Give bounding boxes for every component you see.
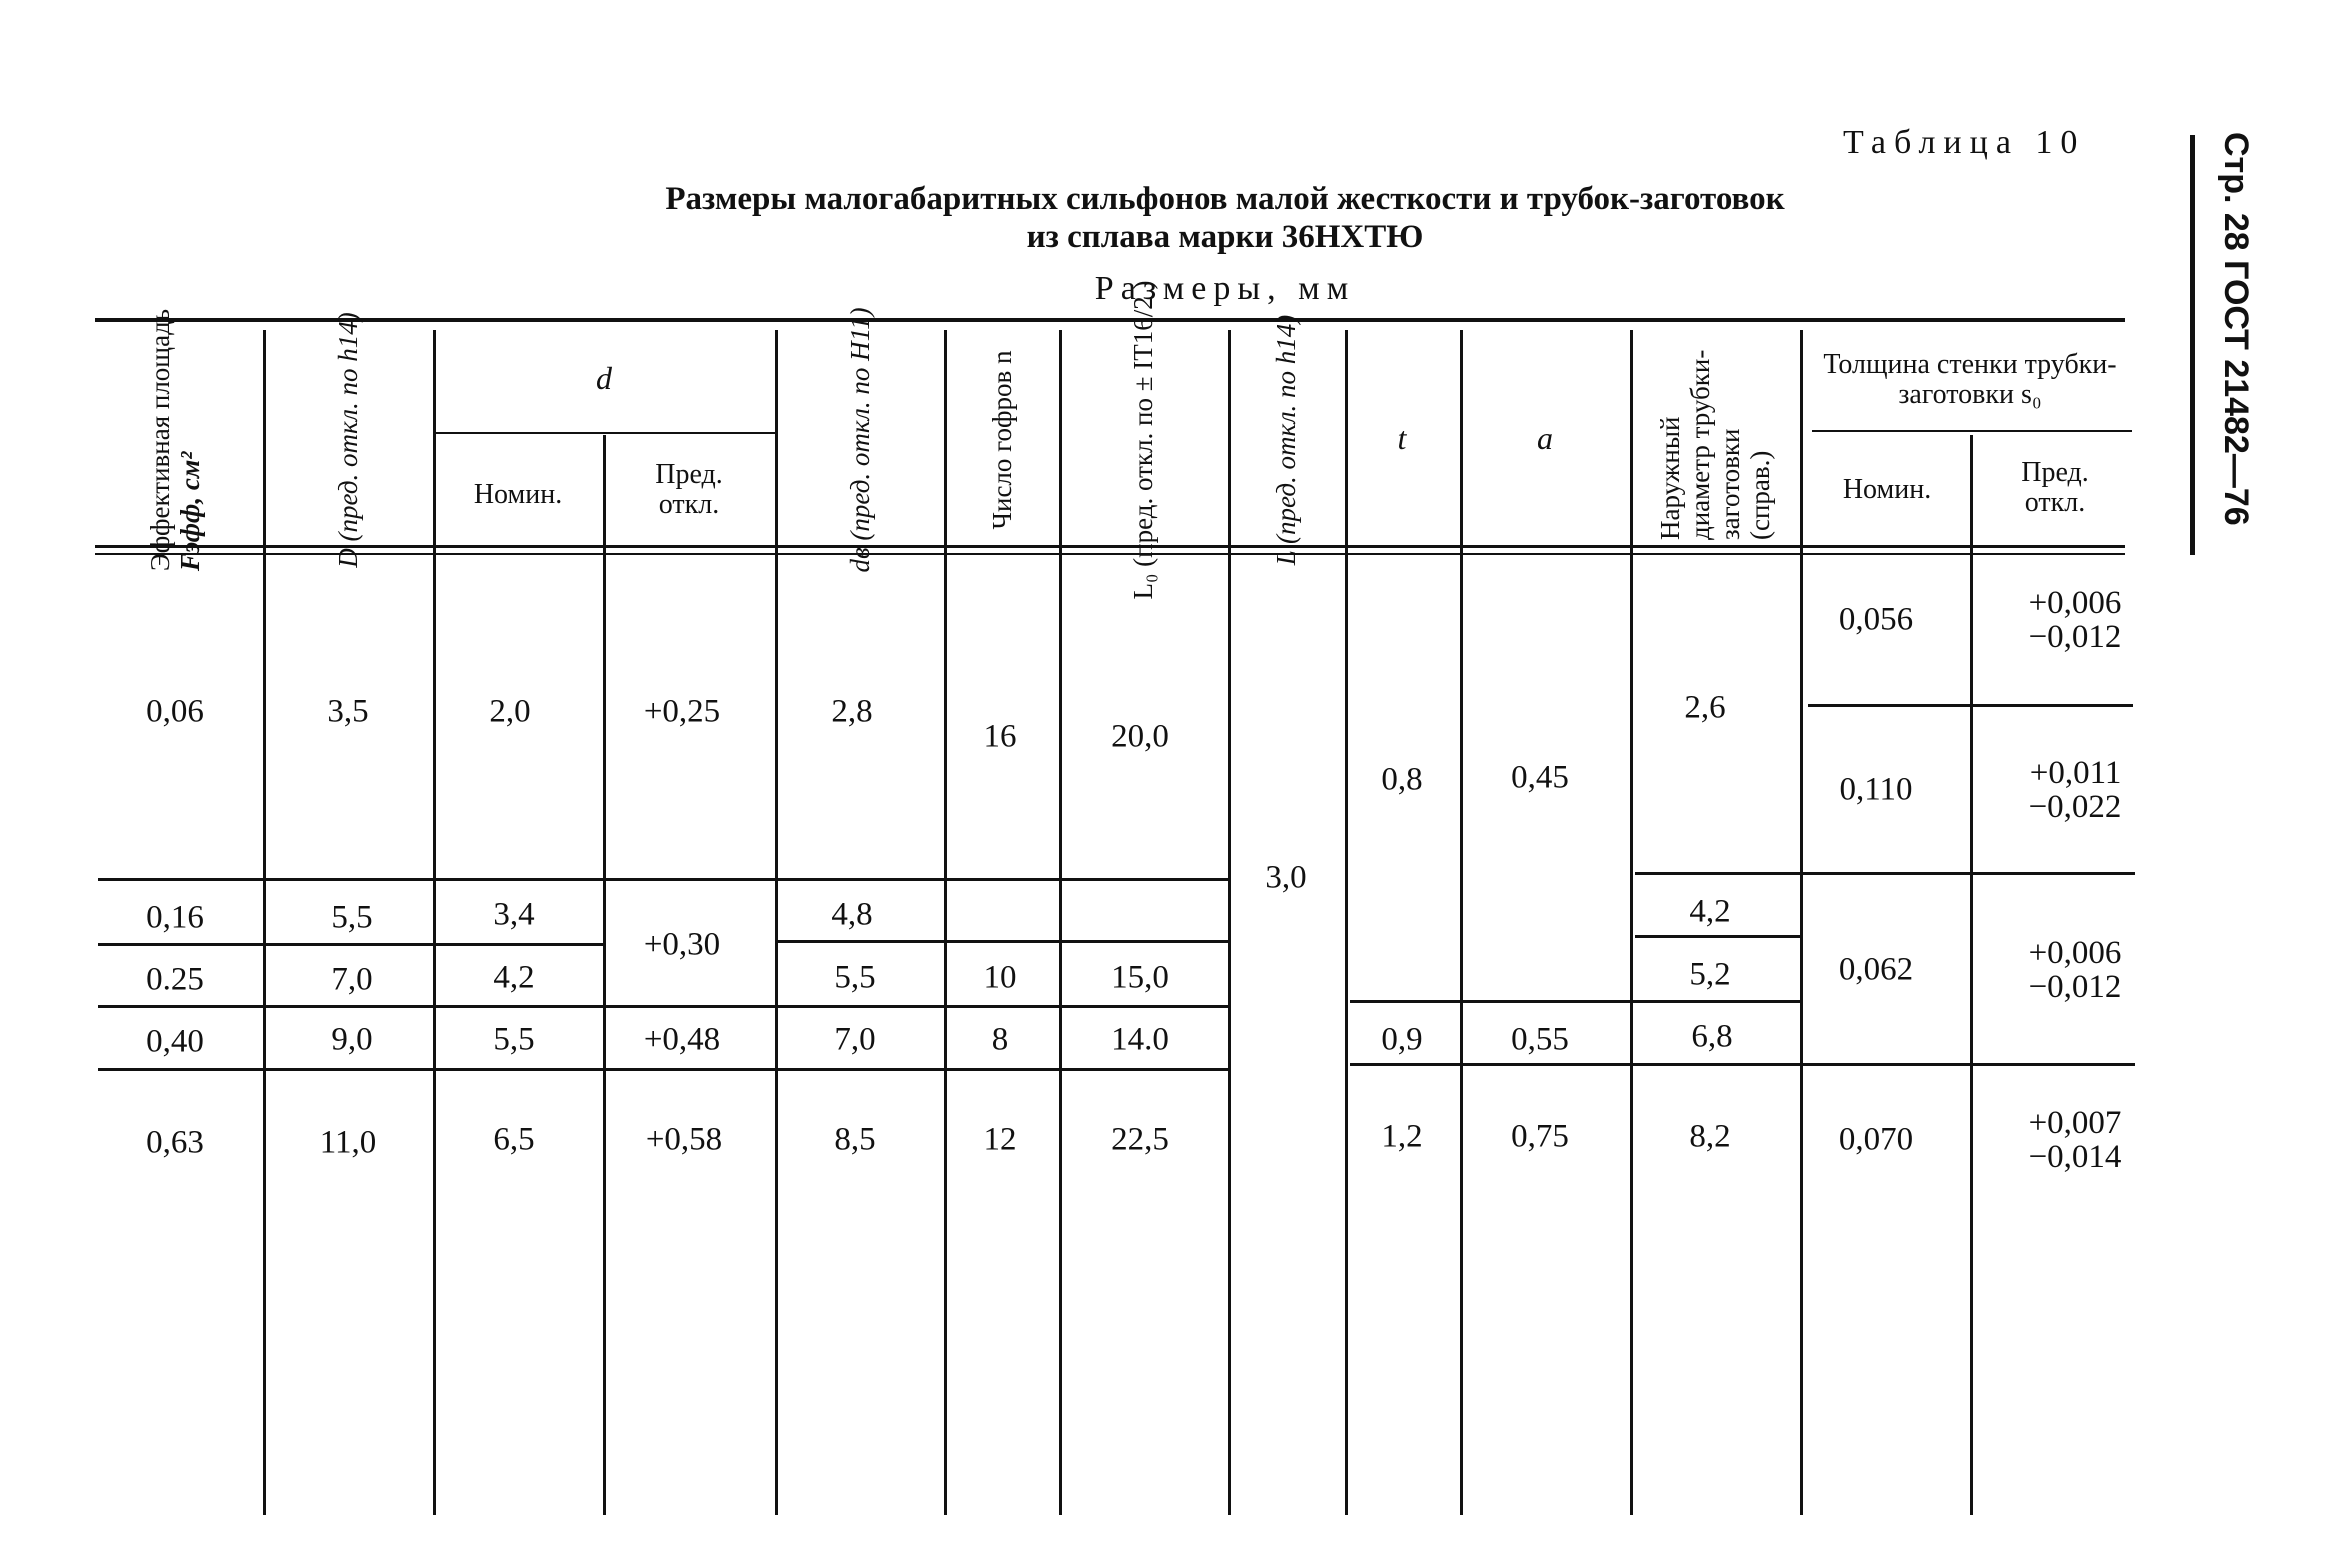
row-rule-2 [98, 943, 603, 946]
header-a: a [1537, 420, 1553, 456]
cell-d-dev-r1: +0,25 [643, 693, 721, 730]
cell-L0-r5: 22,5 [1111, 1121, 1169, 1158]
header-d-deviation: Пред. откл. [655, 459, 723, 520]
header-dv: dв (пред. откл. по H11) [845, 307, 875, 573]
row-rule-4b [1350, 1063, 2135, 1066]
s0-inner-rule [1808, 704, 2133, 707]
cell-s0-nom-d: 0,070 [1838, 1121, 1914, 1158]
row-rule-2b [775, 940, 1228, 943]
cell-D-r4: 9,0 [331, 1021, 373, 1058]
header-n: Число гофров n [987, 350, 1017, 530]
col-divider-9 [1460, 330, 1463, 1515]
cell-D-r2: 5,5 [331, 899, 373, 936]
cell-L-all: 3,0 [1265, 859, 1307, 896]
cell-s0-nom-a: 0,056 [1838, 601, 1914, 638]
cell-d-dev-merged: +0,30 [643, 926, 721, 963]
cell-n-r1-2: 16 [983, 718, 1017, 755]
col-divider-7 [1228, 330, 1231, 1515]
units-caption: Размеры, мм [1094, 270, 1356, 307]
cell-D-r1: 3,5 [327, 693, 369, 730]
header-bottom-rule-2 [95, 553, 2125, 555]
s0-subheader-rule [1812, 430, 2132, 432]
cell-dv-r5: 8,5 [834, 1121, 876, 1158]
page-header-vertical: Стр. 28 ГОСТ 21482—76 [2217, 132, 2255, 526]
page-side-rule [2190, 135, 2195, 555]
header-s0-nominal: Номин. [1842, 474, 1932, 505]
col-divider-3 [603, 435, 606, 1515]
cell-L0-r4: 14.0 [1111, 1021, 1169, 1058]
cell-outer-r5: 8,2 [1689, 1118, 1731, 1155]
header-t: t [1397, 420, 1407, 456]
cell-dv-r4: 7,0 [834, 1021, 876, 1058]
header-bottom-rule [95, 545, 2125, 548]
col-divider-4 [775, 330, 778, 1515]
row-rule-1-left [98, 878, 1228, 881]
cell-D-r5: 11,0 [319, 1124, 377, 1161]
cell-outer-r1: 2,6 [1684, 689, 1726, 726]
col-divider-1 [263, 330, 266, 1515]
cell-outer-r2: 4,2 [1689, 893, 1731, 930]
col-divider-11 [1800, 330, 1803, 1515]
table-top-rule [95, 318, 2125, 322]
cell-a-r1-3: 0,45 [1511, 759, 1569, 796]
d-subheader-rule [435, 432, 775, 434]
header-s0-deviation: Пред. откл. [2021, 457, 2089, 518]
cell-dv-r2: 4,8 [831, 896, 873, 933]
col-divider-6 [1059, 330, 1062, 1515]
cell-d-r5: 6,5 [493, 1121, 535, 1158]
cell-s0-dev-c: +0,006 −0,012 [2028, 935, 2122, 1005]
cell-s0-nom-c: 0,062 [1838, 951, 1914, 988]
cell-D-r3: 7,0 [331, 961, 373, 998]
cell-d-dev-r4: +0,48 [643, 1021, 721, 1058]
cell-L0-r3: 15,0 [1111, 959, 1169, 996]
row-rule-4 [98, 1068, 1228, 1071]
header-effective-area: Эффективная площадь Fэфф, см² [145, 308, 205, 572]
cell-dv-r3: 5,5 [834, 959, 876, 996]
cell-a-r4: 0,55 [1511, 1021, 1569, 1058]
cell-s0-dev-d: +0,007 −0,014 [2028, 1105, 2122, 1175]
cell-dv-r1: 2,8 [831, 693, 873, 730]
cell-n-r4: 8 [991, 1021, 1009, 1058]
col-divider-8 [1345, 330, 1348, 1515]
cell-n-r5: 12 [983, 1121, 1017, 1158]
cell-f-r1: 0,06 [146, 693, 204, 730]
header-D: D (пред. откл. по h14) [333, 312, 363, 568]
cell-s0-dev-b: +0,011 −0,022 [2028, 755, 2122, 825]
cell-f-r3: 0.25 [146, 961, 204, 998]
header-L0: L₀ (пред. откл. по ± IT16/2 ) [1128, 280, 1158, 600]
header-d-nominal: Номин. [473, 479, 563, 510]
cell-d-r2: 3,4 [493, 896, 535, 933]
cell-t-r4: 0,9 [1381, 1021, 1423, 1058]
cell-d-r3: 4,2 [493, 959, 535, 996]
header-L: L (пред. откл. по h14) [1271, 314, 1301, 566]
cell-d-r1: 2,0 [489, 693, 531, 730]
table-title-line2: из сплава марки 36НХТЮ [1026, 219, 1424, 255]
cell-n-r3: 10 [983, 959, 1017, 996]
cell-f-r5: 0,63 [146, 1124, 204, 1161]
table-number: Таблица 10 [1843, 124, 2086, 161]
cell-s0-dev-a: +0,006 −0,012 [2028, 585, 2122, 655]
row-rule-3b [1350, 1000, 1800, 1003]
col-divider-12 [1970, 435, 1973, 1515]
cell-d-r4: 5,5 [493, 1021, 535, 1058]
row-rule-3 [98, 1005, 1228, 1008]
cell-f-r2: 0,16 [146, 899, 204, 936]
header-outer-diameter: Наружный диаметр трубки-заготовки (справ.) [1655, 349, 1775, 540]
row-rule-1-right [1635, 872, 2135, 875]
col-divider-2 [433, 330, 436, 1515]
cell-a-r5: 0,75 [1511, 1118, 1569, 1155]
cell-L0-r1-2: 20,0 [1111, 718, 1169, 755]
cell-t-r1-3: 0,8 [1381, 761, 1423, 798]
cell-s0-nom-b: 0,110 [1839, 771, 1913, 808]
col-divider-5 [944, 330, 947, 1515]
col-divider-10 [1630, 330, 1633, 1515]
row-rule-2c [1635, 935, 1800, 938]
cell-f-r4: 0,40 [146, 1023, 204, 1060]
cell-d-dev-r5: +0,58 [645, 1121, 723, 1158]
cell-outer-r4: 6,8 [1691, 1018, 1733, 1055]
cell-outer-r3: 5,2 [1689, 956, 1731, 993]
header-d: d [596, 360, 612, 396]
cell-t-r5: 1,2 [1381, 1118, 1423, 1155]
header-s0: Толщина стенки трубки-заготовки s₀ [1823, 349, 2117, 410]
table-title-line1: Размеры малогабаритных сильфонов малой жесткости и трубок-заготовок [665, 181, 1785, 217]
